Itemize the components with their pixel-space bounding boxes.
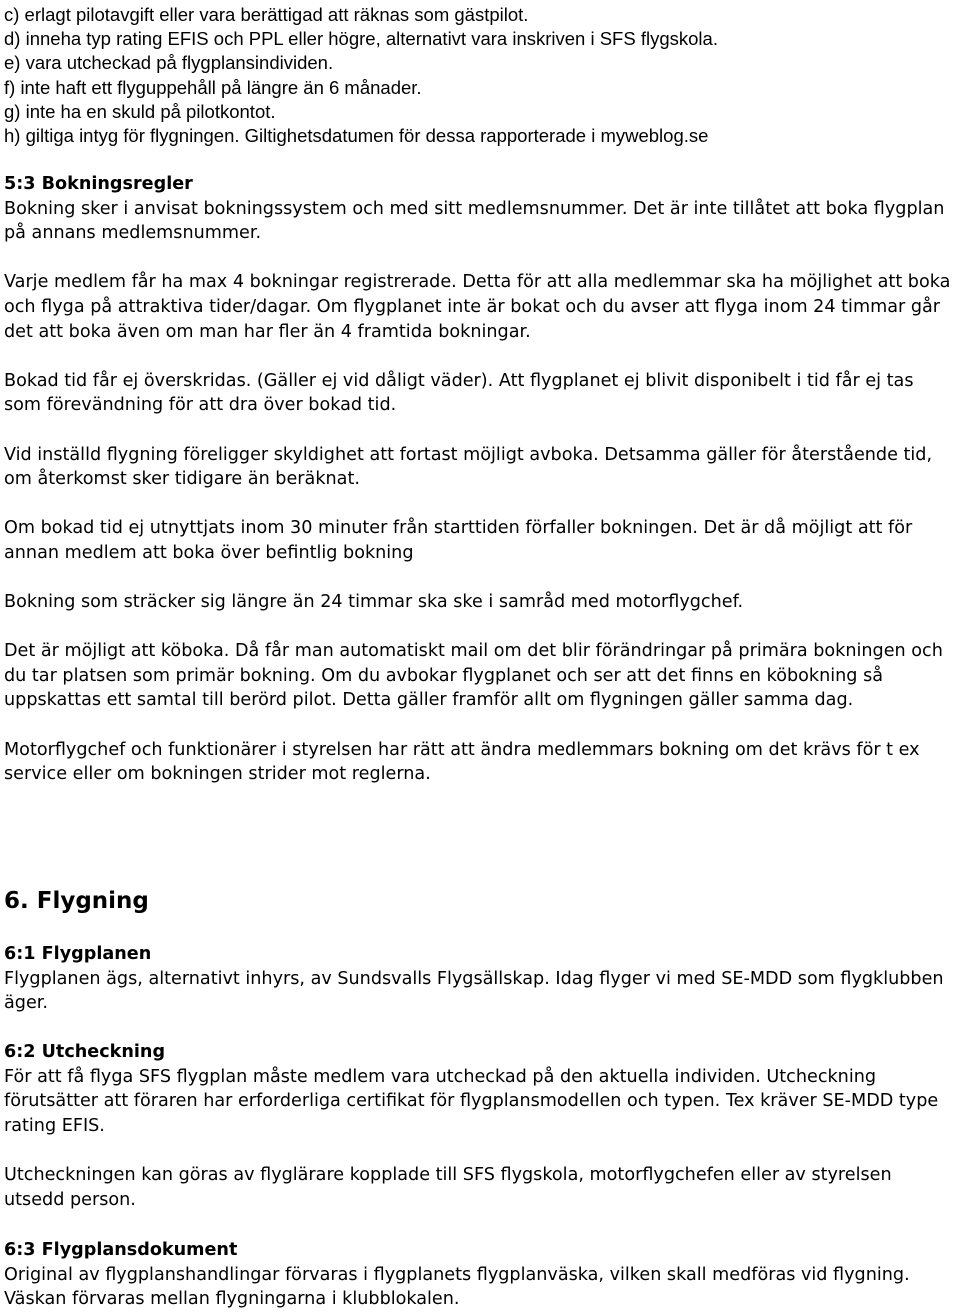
section-6-2 bbox=[4, 1040, 956, 1212]
paragraph: Det är möjligt att köboka. Då får man automatiskt mail om det blir förändringar på primära bokningen och du tar platsen som primär bokning. Om du avbokar flygplanet och ser att det finns en köbokning så uppskattas ett samtal till berörd pilot. Detta gäller framför allt om flygningen gäller samma dag. bbox=[4, 641, 943, 711]
paragraph: Bokning som sträcker sig längre än 24 timmar ska ske i samråd med motorflygchef. bbox=[4, 592, 744, 613]
list-item: d) inneha typ rating EFIS och PPL eller högre, alternativt vara inskriven i SFS flygskola. bbox=[4, 28, 718, 50]
list-item: g) inte ha en skuld på pilotkontot. bbox=[4, 100, 276, 122]
paragraph: Bokad tid får ej överskridas. (Gäller ej vid dåligt väder). Att flygplanet ej blivit disponibelt i tid får ej tas som förevändning för att dra över bokad tid. bbox=[4, 370, 914, 416]
paragraph: För att få flyga SFS flygplan måste medlem vara utcheckad på den aktuella individen. Utcheckning förutsätter att föraren har erforderliga certifikat för flygplansmodellen och typen. Tex kräver SE-MDD type rating EFIS. bbox=[4, 1066, 939, 1136]
list-item: c) erlagt pilotavgift eller vara berättigad att räknas som gästpilot. bbox=[4, 4, 529, 25]
section-heading: 5:3 Bokningsregler bbox=[4, 174, 193, 194]
paragraph: Flygplanen ägs, alternativt inhyrs, av Sundsvalls Flygsällskap. Idag flyger vi med SE-MDD som flygklubben äger. bbox=[4, 968, 944, 1014]
paragraph: Om bokad tid ej utnyttjats inom 30 minuter från starttiden förfaller bokningen. Det är då möjligt att för annan medlem att boka över befintlig bokning bbox=[4, 518, 913, 563]
paragraph: Motorflygchef och funktionärer i styrelsen har rätt att ändra medlemmars bokning om det krävs för t ex service eller om bokningen strider mot reglerna. bbox=[4, 739, 920, 785]
section-6-1 bbox=[4, 942, 956, 1016]
paragraph: Bokning sker i anvisat bokningssystem och med sitt medlemsnummer. Det är inte tillåtet att boka flygplan på annans medlemsnummer. bbox=[4, 198, 945, 244]
chapter-heading: 6. Flygning bbox=[4, 888, 149, 914]
eligibility-list bbox=[4, 3, 718, 148]
list-item: e) vara utcheckad på flygplansindividen. bbox=[4, 52, 334, 74]
paragraph: Vid inställd flygning föreligger skyldighet att fortast möjligt avboka. Detsamma gäller för återstående tid, om återkomst sker tidigare än beräknat. bbox=[4, 444, 933, 490]
paragraph: Utcheckningen kan göras av flyglärare kopplade till SFS flygskola, motorflygchefen eller av styrelsen utsedd person. bbox=[4, 1164, 892, 1210]
list-item: h) giltiga intyg för flygningen. Giltighetsdatumen för dessa rapporterade i myweblog.se bbox=[4, 125, 709, 147]
paragraph: Varje medlem får ha max 4 bokningar registrerade. Detta för att alla medlemmar ska ha möjlighet att boka och flyga på attraktiva tider/dagar. Om flygplanet inte är bokat och du avser att flyga inom 24 timmar går det att boka även om man har fler än 4 framtida bokningar. bbox=[4, 272, 951, 342]
section-heading: 6:1 Flygplanen bbox=[4, 944, 152, 964]
section-5-3 bbox=[4, 172, 956, 787]
section-heading: 6:2 Utcheckning bbox=[4, 1042, 166, 1062]
section-6 bbox=[4, 886, 956, 916]
section-6-3 bbox=[4, 1238, 956, 1312]
section-heading: 6:3 Flygplansdokument bbox=[4, 1240, 238, 1260]
list-item: f) inte haft ett flyguppehåll på längre än 6 månader. bbox=[4, 76, 422, 98]
paragraph: Original av flygplanshandlingar förvaras i flygplanets flygplanväska, vilken skall medföras vid flygning. Väskan förvaras mellan flygningarna i klubblokalen. bbox=[4, 1264, 910, 1310]
